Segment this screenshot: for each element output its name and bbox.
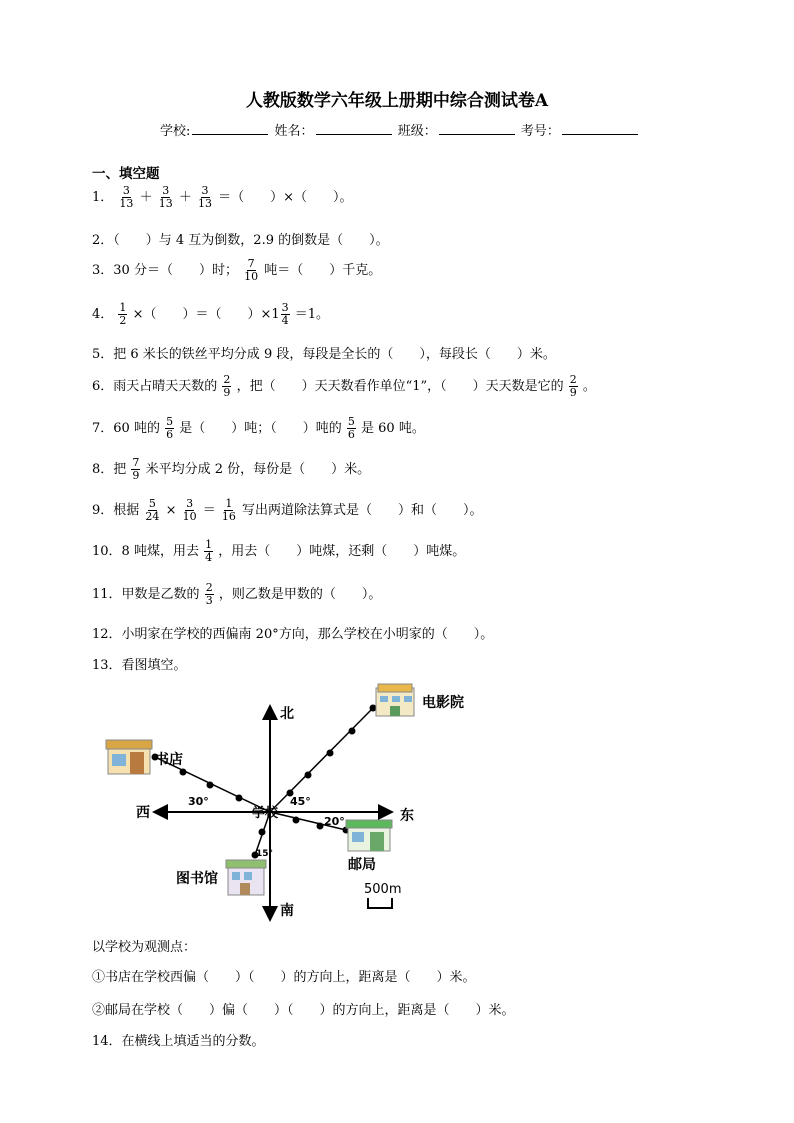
question-3 [92,258,381,283]
question-9 [92,498,483,523]
q9-text-b: 写出两道除法算式是（ ）和（ ）。 [242,503,483,518]
angle-30: 30° [188,795,209,808]
question-5: 5．把 6 米长的铁丝平均分成 9 段，每段是全长的（ ），每段长（ ）米。 [92,347,556,362]
q4-text: ×（ ）＝（ ）×1 [132,307,280,322]
cinema-route [270,708,373,812]
q1-fraction-2: $\frac{3}{13}$ [158,184,173,210]
observation-prompt: 以学校为观测点： [92,940,197,955]
question-7 [92,416,425,441]
question-14: 14．在横线上填适当的分数。 [92,1034,265,1049]
subquestion-2: ②邮局在学校（ ）偏（ ）（ ）的方向上，距离是（ ）米。 [92,1003,515,1018]
q1-fraction-3: $\frac{3}{13}$ [198,184,213,210]
number-label: 考号： [520,124,560,139]
question-6 [92,374,596,399]
page-title: 人教版数学六年级上册期中综合测试卷A [245,91,549,111]
question-1 [92,185,353,210]
q6-text-b: ，把（ ）天天数看作单位“1”，（ ）天天数是它的 [236,379,564,394]
q6-fraction-1: $\frac{2}{9}$ [223,373,231,399]
question-12: 12．小明家在学校的西偏南 20°方向，那么学校在小明家的（ ）。 [92,627,494,642]
q8-text-b: 米平均分成 2 份，每份是（ ）米。 [145,462,371,477]
bookstore-label: 书店 [155,752,183,768]
q4-number: 4． [92,307,114,322]
q7-fraction-1: $\frac{5}{6}$ [166,415,174,441]
section-heading: 一、填空题 [92,166,160,182]
equals-sign: ＝ [202,503,216,518]
q11-text-a: 11．甲数是乙数的 [92,587,200,602]
q8-fraction: $\frac{7}{9}$ [132,456,140,482]
angle-45: 45° [290,795,311,808]
subquestion-1: ①书店在学校西偏（ ）（ ）的方向上，距离是（ ）米。 [92,970,476,985]
school-blank [192,122,268,135]
school-label: 学校 [252,806,279,821]
library-label: 图书馆 [176,871,218,887]
angle-15: 15° [256,849,274,859]
q9-fraction-3: $\frac{1}{16}$ [221,497,236,523]
q7-text-a: 7．60 吨的 [92,421,160,436]
q4-fraction: $\frac{1}{2}$ [119,301,127,327]
question-11 [92,582,381,607]
plus-sign: ＋ [178,190,192,205]
times-sign: × [165,503,177,518]
q6-fraction-2: $\frac{2}{9}$ [569,373,577,399]
cinema-icon [376,684,414,716]
post-office-label: 邮局 [348,857,376,873]
q7-text-c: 是 60 吨。 [361,421,425,436]
q9-fraction-2: $\frac{3}{10}$ [182,497,197,523]
student-info [160,120,640,139]
west-label: 西 [136,805,150,821]
q7-text-b: 是（ ）吨；（ ）吨的 [179,421,342,436]
q7-fraction-2: $\frac{5}{6}$ [347,415,355,441]
q3-text-b: 吨＝（ ）千克。 [264,263,382,278]
question-4 [92,302,329,327]
north-label: 北 [280,706,294,722]
school-label: 学校: [160,124,191,139]
post-office-icon [346,820,392,851]
q1-number: 1． [92,190,114,205]
question-2: 2．（ ）与 4 互为倒数，2.9 的倒数是（ ）。 [92,233,389,248]
q10-text-a: 10．8 吨煤，用去 [92,544,199,559]
cinema-label: 电影院 [422,695,464,711]
scale-label: 500m [364,882,402,897]
name-label: 姓名： [274,124,314,139]
question-10 [92,539,465,564]
library-icon [226,860,266,895]
direction-map [100,680,500,925]
name-blank [316,122,392,135]
question-8 [92,457,370,482]
q3-fraction: $\frac{7}{10}$ [244,257,259,283]
east-label: 东 [400,808,414,824]
plus-sign: ＋ [139,190,153,205]
south-label: 南 [280,903,294,919]
bookstore-icon [106,740,152,774]
q9-fraction-1: $\frac{5}{24}$ [145,497,160,523]
q3-text-a: 3．30 分＝（ ）时； [92,263,238,278]
q6-text-a: 6．雨天占晴天天数的 [92,379,218,394]
angle-20: 20° [324,815,345,828]
q8-text-a: 8．把 [92,462,127,477]
number-blank [562,122,638,135]
q11-text-b: ，则乙数是甲数的（ ）。 [218,587,382,602]
q4-mixed-fraction: $\frac{3}{4}$ [281,301,289,327]
scale-bar [368,898,392,908]
class-label: 班级： [397,124,437,139]
q1-fraction-1: $\frac{3}{13}$ [119,184,134,210]
q1-answer: ＝（ ）×（ ）。 [218,190,353,205]
q10-fraction: $\frac{1}{4}$ [205,538,213,564]
q10-text-b: ，用去（ ）吨煤，还剩（ ）吨煤。 [218,544,466,559]
q9-text-a: 9．根据 [92,503,140,518]
q6-text-c: 。 [582,379,596,394]
q11-fraction: $\frac{2}{3}$ [205,581,213,607]
q4-end: ＝1。 [294,307,330,322]
class-blank [439,122,515,135]
question-13: 13．看图填空。 [92,658,187,673]
